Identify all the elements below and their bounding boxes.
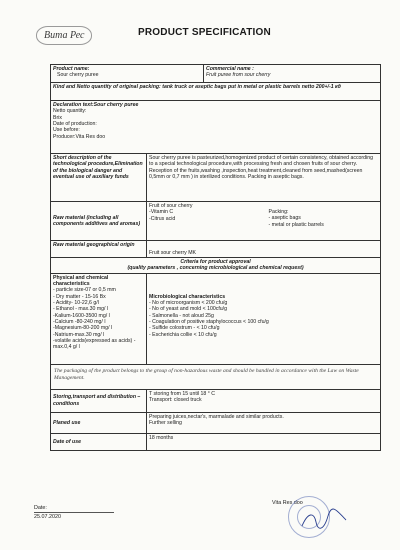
planed-use-line: Preparing juices,nectar's, marmalade and similar products. [149, 413, 284, 420]
law-note-row [51, 364, 381, 389]
physical-item: - Ethanol - max.30 mg/ l [53, 306, 109, 313]
declaration-line: Use before: [53, 127, 80, 134]
criteria-header-cell [51, 258, 381, 274]
microbiological-title: Microbiological characteristics [149, 293, 226, 300]
packing-kind-text: Kind and Netto quantity of original packing: tank truck or aseptic bags put in metal or plastic barrels netto 200+/-1 кд [53, 84, 341, 90]
declaration-line: Date of production: [53, 121, 97, 128]
physical-chemical-cell [51, 273, 147, 364]
raw-material-item: Fruit of sour cherry [149, 203, 193, 209]
physical-chemical-title: Physical and chemical characteristics [53, 274, 109, 288]
date-of-use-row [51, 433, 381, 450]
geo-origin-value-cell [147, 241, 381, 258]
product-name-cell [51, 65, 204, 83]
criteria-subtitle: (quality parameters , concerning microbiological and chemical request) [127, 265, 304, 272]
storing-line: Transport: closed truck [149, 397, 202, 404]
physical-item: - particle size-07 or 0,5 mm [53, 287, 116, 294]
criteria-header-row [51, 258, 381, 274]
date-label: Date: [34, 505, 114, 513]
company-name: Vita Res doo [272, 500, 303, 506]
microbiological-cell [147, 273, 381, 364]
storing-row [51, 389, 381, 412]
law-note-cell [51, 364, 381, 389]
micro-item: - Coagulation of positive staphylococcus < 100 cfu/g [149, 319, 269, 326]
description-text-cell [147, 154, 381, 202]
geo-origin-row [51, 241, 381, 258]
commercial-name-value: Fruit puree from sour cherry [206, 72, 271, 79]
product-name-value: Sour cherry puree [57, 72, 99, 79]
planed-use-label: Planed use [53, 419, 81, 426]
storing-value-cell [147, 389, 381, 412]
micro-item: - Escherichia collie < 10 cfu/g [149, 331, 217, 338]
geo-origin-label-cell [51, 241, 147, 258]
raw-material-cell [147, 202, 381, 241]
packing-item: - metal or plastic barrels [268, 221, 324, 228]
signature-icon [300, 508, 350, 532]
raw-material-label-cell [51, 202, 147, 241]
planed-use-value-cell [147, 412, 381, 433]
packing-title: Packing: [268, 209, 289, 215]
date-of-use-label-cell [51, 433, 147, 450]
planed-use-label-cell [51, 412, 147, 433]
micro-item: - Salmonella - not aloud 25g [149, 312, 214, 319]
micro-item: - No of microorganism < 200 cfu/g [149, 300, 228, 307]
criteria-row [51, 273, 381, 364]
physical-item: -Calcium -80-240 mg/ l [53, 319, 106, 326]
commercial-name-cell [204, 65, 381, 83]
criteria-title: Criteria for product approval [180, 259, 251, 265]
micro-item: - Sulfide colostrum - < 10 cfu/g [149, 325, 220, 332]
description-label-cell [51, 154, 147, 202]
micro-item: - No of yeast and mold < 100cfu/g [149, 306, 228, 313]
raw-material-label: Raw material (including all components additives and aromas) [53, 214, 141, 227]
date-of-use-value-cell [147, 433, 381, 450]
description-label: Short description of the technological procedure,Elimination of the biological danger and eventual use of auxiliary funds [53, 155, 143, 181]
description-row [51, 154, 381, 202]
page-title: PRODUCT SPECIFICATION [138, 27, 271, 38]
description-text: Sour cherry puree is pasteurized,homogenized product of certain consistency, obtained according to a special technological procedure,with processing fresh and chosen fruits of sour cherry. Reception of the fruits,washing ,inspection,heat treatment,cleaned from seed,mashed(screen 0,5mm or 0,7 mm ) in sterilized conditions. Packing in aseptic bags. [149, 155, 373, 181]
date-block [34, 505, 114, 520]
storing-line: T storing from 15 until 18 ° C [149, 390, 215, 397]
date-of-use-value: 18 months [149, 434, 174, 441]
declaration-line: Brix [53, 114, 62, 121]
physical-item: -Kalium-1600-3500 mg/ l [53, 312, 110, 319]
date-of-use-label: Date of use [53, 438, 81, 445]
storing-label-cell [51, 389, 147, 412]
raw-material-row [51, 202, 381, 241]
geo-origin-value: Fruit sour cherry MK [149, 249, 196, 256]
planed-use-row [51, 412, 381, 433]
declaration-row [51, 101, 381, 154]
packing-item: - aseptic bags [268, 215, 301, 222]
physical-item: -Magnesium-80-200 mg/ l [53, 325, 113, 332]
declaration-cell [51, 101, 381, 154]
planed-use-line: Further selling [149, 420, 182, 427]
packing-kind-row [51, 83, 381, 101]
physical-item: -Natrium-max.30 mg/ l [53, 331, 105, 338]
geo-origin-label: Raw material geographical origin [53, 242, 135, 248]
raw-material-item: -Vitamin C [149, 209, 174, 216]
physical-item: - Dry matter - 15-16 Bx [53, 293, 106, 300]
law-note-text: The packaging of the product belongs to the group of non-hazardous waste and should be handled in accordance with the Law on Waste Management. [54, 367, 359, 381]
raw-material-item: -Citrus acid [149, 215, 176, 222]
declaration-line: Producer:Vita Res doo [53, 133, 106, 140]
physical-item: -volatile acids(expressed as acids) -max.0,4 g/ l [53, 338, 136, 351]
company-logo: Вита Рес [36, 26, 92, 45]
storing-label: Storing,transport and distribution – conditions [53, 394, 141, 407]
product-name-row [51, 65, 381, 83]
specification-table [50, 64, 381, 451]
declaration-title: Declaration text:Sour cherry puree [53, 102, 139, 108]
product-name-label: Product name: [53, 66, 90, 72]
packing-kind-cell [51, 83, 381, 101]
commercial-name-label: Commercial name : [206, 66, 254, 72]
declaration-line: Netto quantity: [53, 108, 87, 115]
physical-item: - Acidity- 10-22,6 g/l [53, 300, 99, 307]
date-value: 25.07.2020 [34, 514, 61, 520]
